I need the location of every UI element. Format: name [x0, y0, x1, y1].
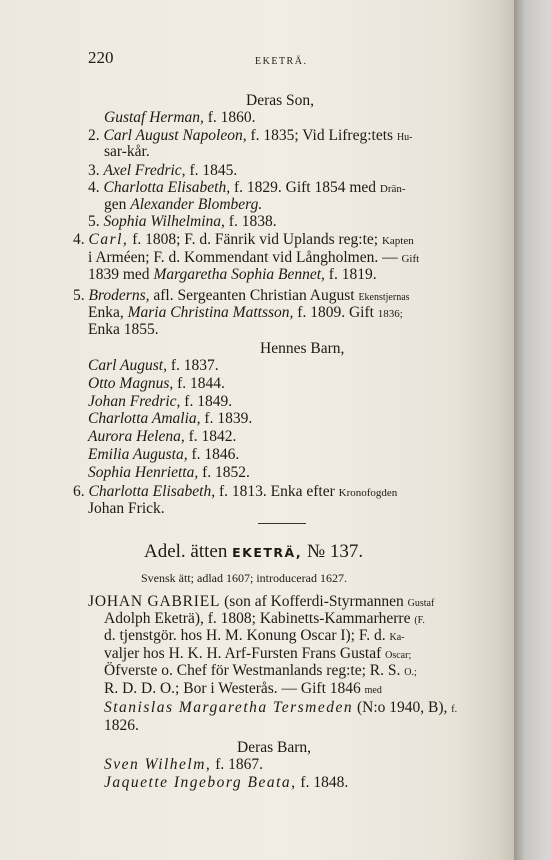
entry-line: 4. Carl, f. 1808; F. d. Fänrik vid Uplands reg:te; Kapten: [73, 231, 414, 248]
entry-line: 5. Broderns, afl. Sergeanten Christian August Ekenstjernas: [73, 287, 410, 304]
section-subtitle: Svensk ätt; adlad 1607; introducerad 1627.: [141, 571, 347, 585]
heading-deras-son: Deras Son,: [246, 92, 315, 109]
entry-line: 2. Carl August Napoleon, f. 1835; Vid Lifreg:tets Hu-: [88, 127, 413, 144]
entry-line: gen Alexander Blomberg.: [104, 196, 263, 213]
entry-line: valjer hos H. K. H. Arf-Fursten Frans Gustaf Oscar;: [104, 645, 412, 662]
entry-line: sar-kår.: [104, 143, 150, 160]
entry-line: Stanislas Margaretha Tersmeden (N:o 1940, B), f.: [104, 699, 458, 716]
entry-line: Adolph Eketrä), f. 1808; Kabinetts-Kammarherre (F.: [104, 610, 425, 627]
entry-line: i Arméen; F. d. Kommendant vid Långholmen. — Gift: [88, 249, 420, 266]
entry-line: 4. Charlotta Elisabeth, f. 1829. Gift 1854 med Drän-: [88, 179, 406, 196]
entry-line: 3. Axel Fredric, f. 1845.: [88, 162, 238, 179]
heading-hennes-barn: Hennes Barn,: [260, 340, 345, 357]
entry-line: Öfverste o. Chef för Westmanlands reg:te; R. S. O.;: [104, 662, 417, 679]
child-line: Sven Wilhelm, f. 1867.: [104, 756, 263, 773]
entry-line: 6. Charlotta Elisabeth, f. 1813. Enka efter Kronofogden: [73, 483, 398, 500]
child-line: Emilia Augusta, f. 1846.: [88, 446, 240, 463]
child-line: Jaquette Ingeborg Beata, f. 1848.: [104, 774, 349, 791]
child-line: Sophia Henrietta, f. 1852.: [88, 464, 250, 481]
child-line: Charlotta Amalia, f. 1839.: [88, 410, 253, 427]
page-number: 220: [88, 48, 114, 67]
running-head: EKETRÄ.: [255, 56, 308, 67]
heading-deras-barn: Deras Barn,: [237, 739, 312, 756]
entry-line: Enka 1855.: [88, 321, 159, 338]
entry-line: R. D. D. O.; Bor i Westerås. — Gift 1846 med: [104, 680, 382, 697]
entry-line: d. tjenstgör. hos H. M. Konung Oscar I); F. d. Ka-: [104, 627, 405, 644]
child-line: Carl August, f. 1837.: [88, 357, 219, 374]
section-title: Adel. ätten EKETRÄ, № 137.: [144, 541, 364, 562]
child-line: Otto Magnus, f. 1844.: [88, 375, 225, 392]
entry-line: Enka, Maria Christina Mattsson, f. 1809. Gift 1836;: [88, 304, 403, 321]
entry-line: Johan Frick.: [88, 500, 165, 517]
book-spine-edge: [514, 0, 551, 860]
entry-line: 5. Sophia Wilhelmina, f. 1838.: [88, 213, 277, 230]
section-divider: [258, 523, 306, 524]
entry-line: 1839 med Margaretha Sophia Bennet, f. 1819.: [88, 266, 377, 283]
entry-line: JOHAN GABRIEL (son af Kofferdi-Styrmannen Gustaf: [88, 593, 435, 610]
entry-line: 1826.: [104, 717, 139, 734]
child-line: Johan Fredric, f. 1849.: [88, 393, 233, 410]
entry-line: Gustaf Herman, f. 1860.: [104, 109, 256, 126]
child-line: Aurora Helena, f. 1842.: [88, 428, 237, 445]
